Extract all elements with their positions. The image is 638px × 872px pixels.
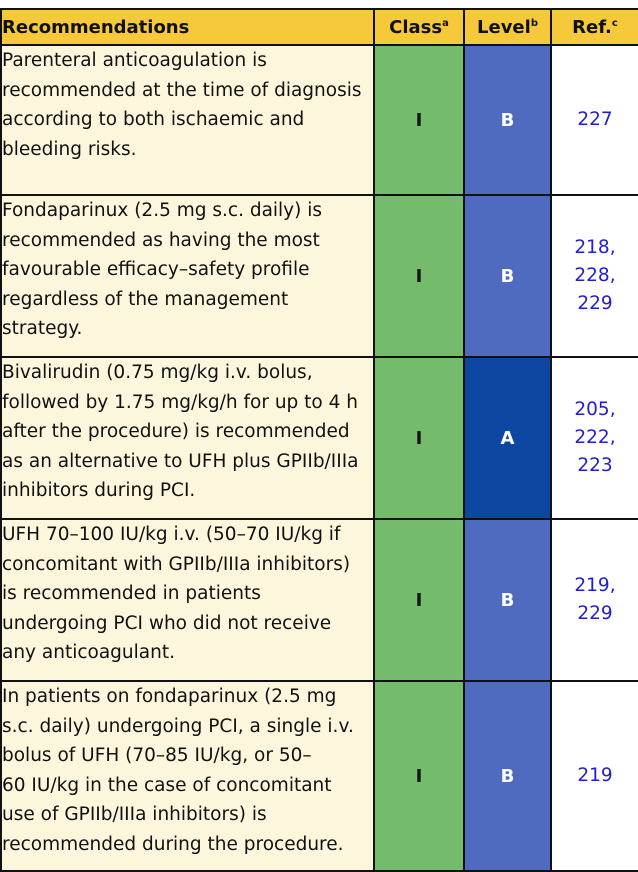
recommendation-line: bleeding risks.: [2, 138, 137, 160]
recommendation-line: according to both ischaemic and: [2, 109, 305, 130]
recommendation-line: any anticoagulant.: [2, 642, 175, 663]
recommendation-line: strategy.: [2, 318, 83, 339]
recommendation-text: [1, 357, 374, 519]
header-row: [1, 9, 638, 45]
recommendation-line: recommended as having the most: [2, 229, 320, 251]
recommendation-line: Parenteral anticoagulation is: [2, 50, 267, 71]
level-badge: B: [464, 681, 551, 871]
header-ref: Ref.$^c$: [551, 9, 638, 45]
reference-cell: [551, 357, 638, 519]
reference-cell: [551, 519, 638, 681]
reference-link[interactable]: 222,: [574, 427, 616, 448]
level-badge: A: [464, 357, 551, 519]
class-badge: I: [374, 519, 464, 681]
reference-cell: [551, 195, 638, 357]
header-class-footnote: a: [442, 17, 449, 29]
recommendation-line: undergoing PCI who did not receive: [2, 612, 332, 634]
reference-link[interactable]: 229: [577, 603, 613, 624]
reference-link[interactable]: 228,: [574, 265, 616, 286]
recommendation-text: [1, 681, 374, 871]
table-row: [1, 195, 638, 357]
level-badge: B: [464, 195, 551, 357]
level-badge: B: [464, 519, 551, 681]
recommendation-line: recommended during the procedure.: [2, 833, 344, 855]
recommendation-line: inhibitors during PCI.: [2, 480, 196, 501]
class-badge: I: [374, 681, 464, 871]
recommendation-line: as an alternative to UFH plus GPIIb/IIIa: [2, 450, 359, 472]
header-level-footnote: b: [530, 17, 538, 29]
reference-link[interactable]: 218,: [574, 237, 616, 258]
recommendation-line: UFH 70–100 IU/kg i.v. (50–70 IU/kg if: [2, 524, 341, 545]
recommendation-line: bolus of UFH (70–85 IU/kg, or 50–: [2, 745, 312, 766]
reference-link[interactable]: 227: [577, 109, 613, 130]
recommendation-line: concomitant with GPIIb/IIIa inhibitors): [2, 553, 351, 575]
reference-link[interactable]: 229: [577, 293, 613, 314]
recommendations-body: [1, 45, 638, 871]
table-row: [1, 681, 638, 871]
recommendation-line: favourable efficacy–safety profile: [2, 259, 310, 280]
reference-link[interactable]: 219,: [574, 575, 616, 596]
recommendation-text: [1, 45, 374, 195]
reference-link[interactable]: 205,: [574, 399, 616, 420]
header-level: Level$^b$: [464, 9, 551, 45]
recommendation-line: after the procedure) is recommended: [2, 421, 350, 442]
recommendations-table: [0, 8, 638, 872]
level-badge: B: [464, 45, 551, 195]
table-row: [1, 45, 638, 195]
recommendation-text: [1, 519, 374, 681]
recommendation-line: is recommended in patients: [2, 583, 261, 604]
recommendation-line: recommended at the time of diagnosis: [2, 79, 362, 101]
header-class: Class$^a$: [374, 9, 464, 45]
table-row: [1, 519, 638, 681]
recommendation-line: regardless of the management: [2, 288, 289, 310]
class-badge: I: [374, 357, 464, 519]
class-badge: I: [374, 195, 464, 357]
reference-link[interactable]: 223: [577, 455, 613, 476]
header-ref-footnote: c: [611, 17, 618, 29]
recommendation-line: 60 IU/kg in the case of concomitant: [2, 774, 332, 796]
recommendation-line: Fondaparinux (2.5 mg s.c. daily) is: [2, 200, 323, 221]
class-badge: I: [374, 45, 464, 195]
recommendation-line: use of GPIIb/IIIa inhibitors) is: [2, 804, 267, 825]
recommendation-text: [1, 195, 374, 357]
recommendation-line: s.c. daily) undergoing PCI, a single i.v.: [2, 715, 354, 737]
recommendation-line: followed by 1.75 mg/kg/h for up to 4 h: [2, 391, 358, 413]
table-row: [1, 357, 638, 519]
header-recommendations: Recommendations: [1, 9, 374, 45]
recommendation-line: In patients on fondaparinux (2.5 mg: [2, 686, 337, 707]
reference-cell: [551, 681, 638, 871]
recommendation-line: Bivalirudin (0.75 mg/kg i.v. bolus,: [2, 362, 313, 383]
reference-cell: [551, 45, 638, 195]
reference-link[interactable]: 219: [577, 765, 613, 786]
